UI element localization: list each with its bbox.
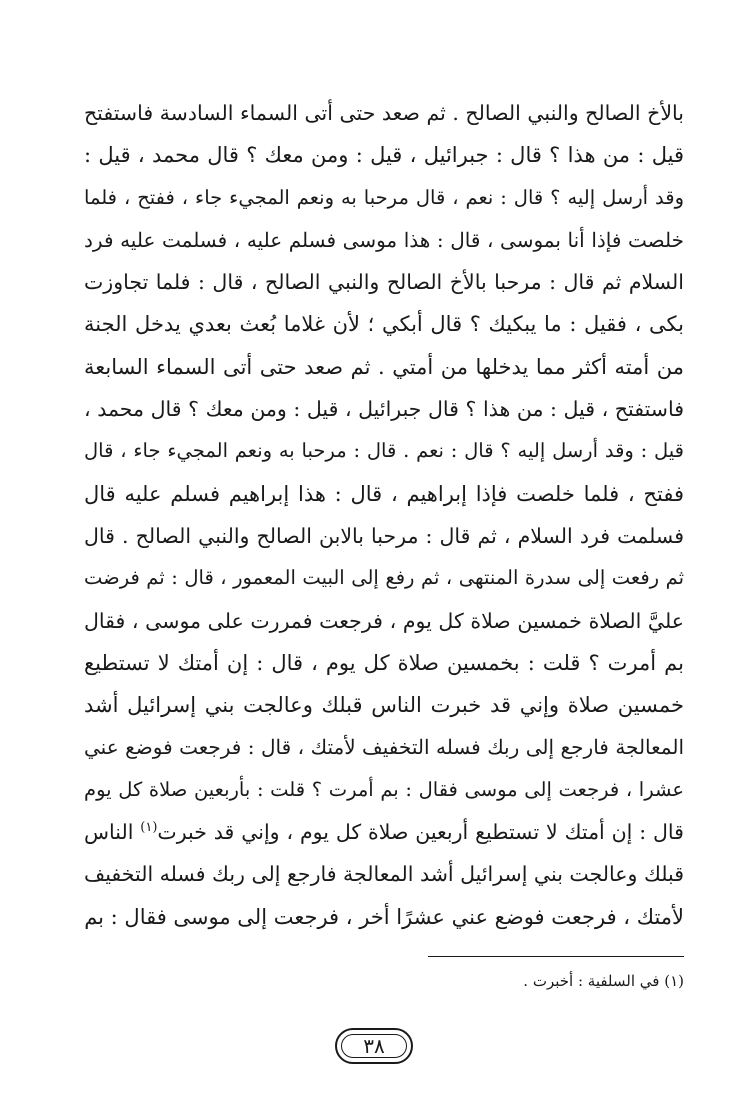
text-line: بم أمرت ؟ قلت : بخمسين صلاة كل يوم ، قال : إن أمتك لا تستطيع [84, 650, 684, 675]
text-line-with-footnote [84, 811, 684, 853]
text-line-head: قال : إن أمتك لا تستطيع أربعين صلاة كل يوم ، وإني قد خبرت [157, 820, 684, 845]
text-line: لأمتك ، فرجعت فوضع عني عشرًا أخر ، فرجعت إلى موسى فقال : بم [84, 904, 684, 929]
text-line: المعالجة فارجع إلى ربك فسله التخفيف لأمتك ، قال : فرجعت فوضع عني [84, 735, 684, 760]
text-line: السلام ثم قال : مرحبا بالأخ الصالح والنبي الصالح ، قال : فلما تجاوزت [84, 270, 684, 295]
text-line: فاستفتح ، قيل : من هذا ؟ قال جبرائيل ، قيل : ومن معك ؟ قال محمد ، [84, 397, 684, 422]
text-line-tail: الناس [84, 820, 134, 845]
text-line: فسلمت فرد السلام ، ثم قال : مرحبا بالابن الصالح والنبي الصالح . قال [84, 523, 684, 548]
footnote-marker[interactable]: (١) [140, 820, 158, 836]
text-line: خمسين صلاة وإني قد خبرت الناس قبلك وعالجت بني إسرائيل أشد [84, 693, 684, 718]
footnote-separator [428, 956, 684, 957]
page-number: ٣٨ [363, 1034, 385, 1058]
main-text [84, 92, 684, 938]
text-line: خلصت فإذا أنا بموسى ، قال : هذا موسى فسلم عليه ، فسلمت عليه فرد [84, 227, 684, 252]
text-line: عليَّ الصلاة خمسين صلاة كل يوم ، فرجعت فمررت على موسى ، فقال [84, 608, 684, 633]
text-line: ثم رفعت إلى سدرة المنتهى ، ثم رفع إلى البيت المعمور ، قال : ثم فرضت [84, 566, 684, 590]
text-line: من أمته أكثر مما يدخلها من أمتي . ثم صعد حتى أتى السماء السابعة [84, 354, 684, 379]
page-number-badge [335, 1028, 413, 1064]
text-line: بالأخ الصالح والنبي الصالح . ثم صعد حتى أتى السماء السادسة فاستفتح [84, 101, 684, 125]
text-line: قبلك وعالجت بني إسرائيل أشد المعالجة فارجع إلى ربك فسله التخفيف [84, 862, 684, 887]
text-line: قيل : من هذا ؟ قال : جبرائيل ، قيل : ومن معك ؟ قال محمد ، قيل : [84, 143, 684, 168]
footnote: (١) في السلفية : أخبرت . [523, 972, 684, 990]
text-line: قيل : وقد أرسل إليه ؟ قال : نعم . قال : مرحبا به ونعم المجيء جاء ، قال [84, 439, 684, 463]
text-line: ففتح ، فلما خلصت فإذا إبراهيم ، قال : هذا إبراهيم فسلم عليه قال [84, 481, 684, 506]
text-line: وقد أرسل إليه ؟ قال : نعم ، قال مرحبا به ونعم المجيء جاء ، ففتح ، فلما [84, 185, 684, 209]
text-line: عشرا ، فرجعت إلى موسى فقال : بم أمرت ؟ قلت : بأربعين صلاة كل يوم [84, 777, 684, 801]
text-line: بكى ، فقيل : ما يبكيك ؟ قال أبكي ؛ لأن غلاما بُعث بعدي يدخل الجنة [84, 312, 684, 337]
